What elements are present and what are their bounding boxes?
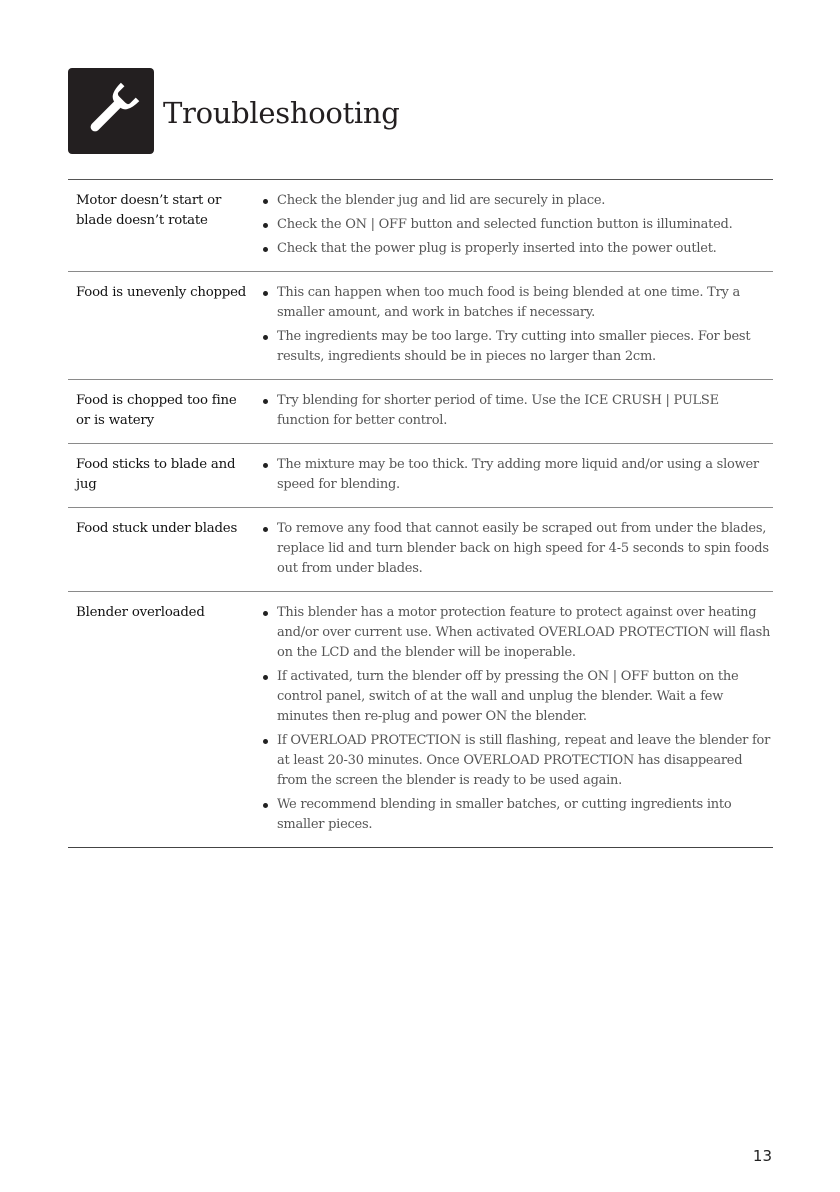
solution-list	[248, 380, 773, 443]
solution-item: The mixture may be too thick. Try adding more liquid and/or using a slower speed for blending.	[248, 455, 773, 495]
problem-label: Motor doesn’t start or blade doesn’t rotate	[76, 193, 222, 228]
page-title: Troubleshooting	[163, 96, 400, 130]
solution-item: If OVERLOAD PROTECTION is still flashing, repeat and leave the blender for at least 20-30 minutes. Once OVERLOAD PROTECTION has disappeared from the screen the blender is ready to be used again.	[248, 731, 773, 791]
table-row	[68, 592, 773, 848]
table-row	[68, 272, 773, 380]
table-row	[68, 180, 773, 272]
solution-list	[248, 592, 773, 847]
problem-label: Blender overloaded	[76, 605, 205, 620]
table-row	[68, 380, 773, 444]
solution-item: We recommend blending in smaller batches, or cutting ingredients into smaller pieces.	[248, 795, 773, 835]
solution-item: Check the ON | OFF button and selected function button is illuminated.	[248, 215, 773, 235]
table-row	[68, 508, 773, 592]
solution-list	[248, 508, 773, 591]
page-header	[68, 68, 788, 154]
troubleshooting-table	[68, 179, 773, 848]
solution-item: This can happen when too much food is being blended at one time. Try a smaller amount, and work in batches if necessary.	[248, 283, 773, 323]
solution-item: This blender has a motor protection feature to protect against over heating and/or over current use. When activated OVERLOAD PROTECTION will flash on the LCD and the blender will be inoperable.	[248, 603, 773, 663]
solution-item: Check the blender jug and lid are securely in place.	[248, 191, 773, 211]
problem-label: Food sticks to blade and jug	[76, 457, 236, 492]
solution-item: If activated, turn the blender off by pressing the ON | OFF button on the control panel, switch of at the wall and unplug the blender. Wait a few minutes then re-plug and power ON the blender.	[248, 667, 773, 727]
solution-item: The ingredients may be too large. Try cutting into smaller pieces. For best results, ingredients should be in pieces no larger than 2cm.	[248, 327, 773, 367]
page-number: 13	[752, 1147, 772, 1165]
wrench-icon	[68, 68, 154, 154]
solution-list	[248, 444, 773, 507]
table-row	[68, 444, 773, 508]
solution-item: Try blending for shorter period of time. Use the ICE CRUSH | PULSE function for better control.	[248, 391, 773, 431]
problem-label: Food stuck under blades	[76, 521, 238, 536]
solution-item: Check that the power plug is properly inserted into the power outlet.	[248, 239, 773, 259]
solution-item: To remove any food that cannot easily be scraped out from under the blades, replace lid and turn blender back on high speed for 4-5 seconds to spin foods out from under blades.	[248, 519, 773, 579]
solution-list	[248, 180, 773, 271]
solution-list	[248, 272, 773, 379]
problem-label: Food is chopped too fine or is watery	[76, 393, 237, 428]
problem-label: Food is unevenly chopped	[76, 285, 247, 300]
